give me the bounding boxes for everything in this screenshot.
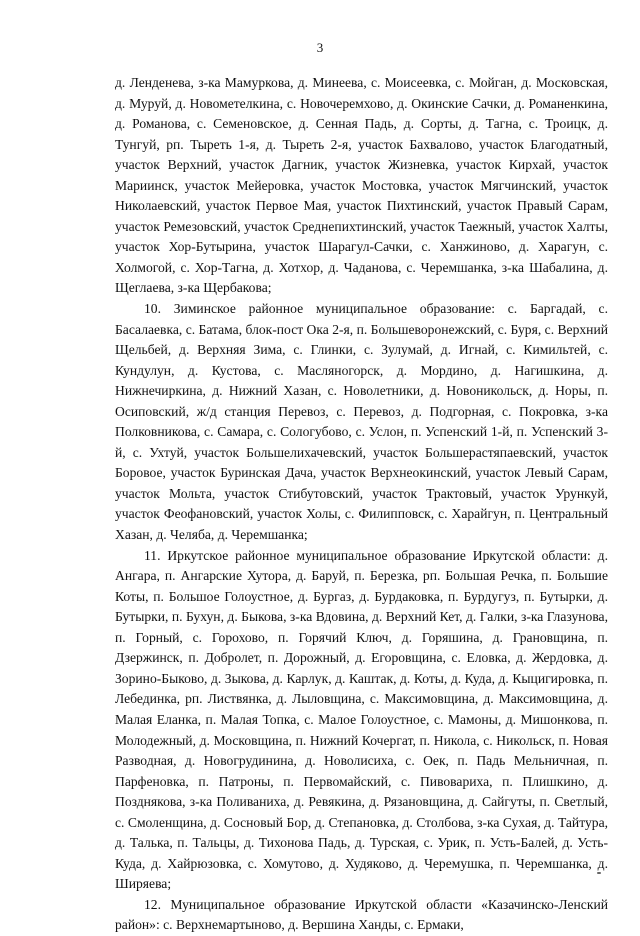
paragraph-item-12: 12. Муниципальное образование Иркутской области «Казачинско-Ленский район»: с. Верхнемартыново, д. Вершина Ханды, с. Ермаки, (115, 896, 608, 933)
paragraph-continuation: д. Ленденева, з-ка Мамуркова, д. Минеева, с. Моисеевка, с. Мойган, д. Московская, д. Муруй, д. Новометелкина, с. Новочеремхово, д. Окинские Сачки, д. Романенкина, д. Романова, с. Семеновское, д. Сенная Падь, д. Сорты, д. Тагна, с. Троицк, д. Тунгуй, рп. Тыреть 1-я, д. Тыреть 2-я, участок Бахвалово, участок Благодатный, участок Верхний, участок Дагник, участок Жизневка, участок Кирхай, участок Мариинск, участок Мейеровка, участок Мостовка, участок Мягчинский, участок Николаевский, участок Первое Мая, участок Пихтинский, участок Правый Сарам, участок Ремезовский, участок Среднепихтинский, участок Таежный, участок Халты, участок Хор-Бутырина, участок Шарагул-Сачки, с. Ханжиново, д. Харагун, с. Холмогой, с. Хор-Тагна, д. Хотхор, д. Чаданова, с. Черемшанка, з-ка Шабалина, д. Щеглаева, з-ка Щербакова; (115, 75, 608, 296)
paragraph-item-10: 10. Зиминское районное муниципальное образование: с. Баргадай, с. Басалаевка, с. Батама, блок-пост Ока 2-я, п. Большеворонежский, с. Буря, с. Верхний Щельбей, д. Верхняя Зима, с. Глинки, с. Зулумай, д. Игнай, с. Кимильтей, с. Кундулун, д. Кустова, с. Масляногорск, д. Мордино, д. Нагишкина, д. Нижнечиркина, д. Нижний Хазан, с. Новолетники, д. Новоникольск, д. Норы, п. Осиповский, ж/д станция Перевоз, с. Перевоз, д. Подгорная, с. Покровка, з-ка Полковникова, с. Самара, с. Сологубово, с. Услон, п. Успенский 1-й, п. Успенский 3-й, с. Ухтуй, участок Большелихачевский, участок Большерастяпаевский, участок Боровое, участок Буринская Дача, участок Верхнеокинский, участок Левый Сарам, участок Мольта, участок Стибутовский, участок Трактовый, участок Урункуй, участок Феофановский, участок Холы, с. Филипповск, с. Харайгун, п. Центральный Хазан, д. Челяба, д. Черемшанка; (115, 301, 609, 543)
page-number: 3 (316, 40, 324, 55)
document-body (115, 73, 608, 936)
scan-mark (597, 872, 601, 874)
paragraph-item-11: 11. Иркутское районное муниципальное образование Иркутской области: д. Ангара, п. Ангарские Хутора, д. Баруй, п. Березка, рп. Большая Речка, п. Большие Коты, п. Большое Голоустное, д. Бургаз, д. Бурдаковка, п. Бурдугуз, п. Бутырки, д. Бутырки, п. Бухун, д. Быкова, з-ка Вдовина, д. Верхний Кет, д. Галки, з-ка Глазунова, п. Горный, с. Горохово, п. Горячий Ключ, д. Горяшина, д. Грановщина, п. Дзержинск, п. Добролет, п. Дорожный, д. Егоровщина, с. Еловка, д. Жердовка, д. Зорино-Быково, д. Зыкова, д. Карлук, д. Каштак, д. Коты, д. Куда, д. Кыцигировка, п. Лебединка, рп. Листвянка, д. Лыловщина, с. Максимовщина, д. Максимовщина, д. Малая Еланка, п. Малая Топка, с. Малое Голоустное, с. Мамоны, д. Мишонкова, п. Молодежный, д. Московщина, п. Нижний Кочергат, п. Никола, с. Никольск, п. Новая Разводная, д. Новогрудинина, д. Новолисиха, с. Оек, п. Падь Мельничная, п. Парфеновка, п. Патроны, п. Первомайский, с. Пивовариха, п. Плишкино, д. Позднякова, з-ка Поливаниха, д. Ревякина, д. Рязановщина, д. Сайгуты, п. Светлый, с. Смоленщина, д. Сосновый Бор, д. Степановка, д. Столбова, з-ка Сухая, д. Тайтура, д. Талька, п. Тальцы, д. Тихонова Падь, д. Турская, с. Урик, п. Усть-Балей, д. Усть-Куда, д. Хайрюзовка, с. Хомутово, д. Худяково, д. Черемушка, п. Черемшанка, д. Ширяева; (115, 547, 608, 892)
